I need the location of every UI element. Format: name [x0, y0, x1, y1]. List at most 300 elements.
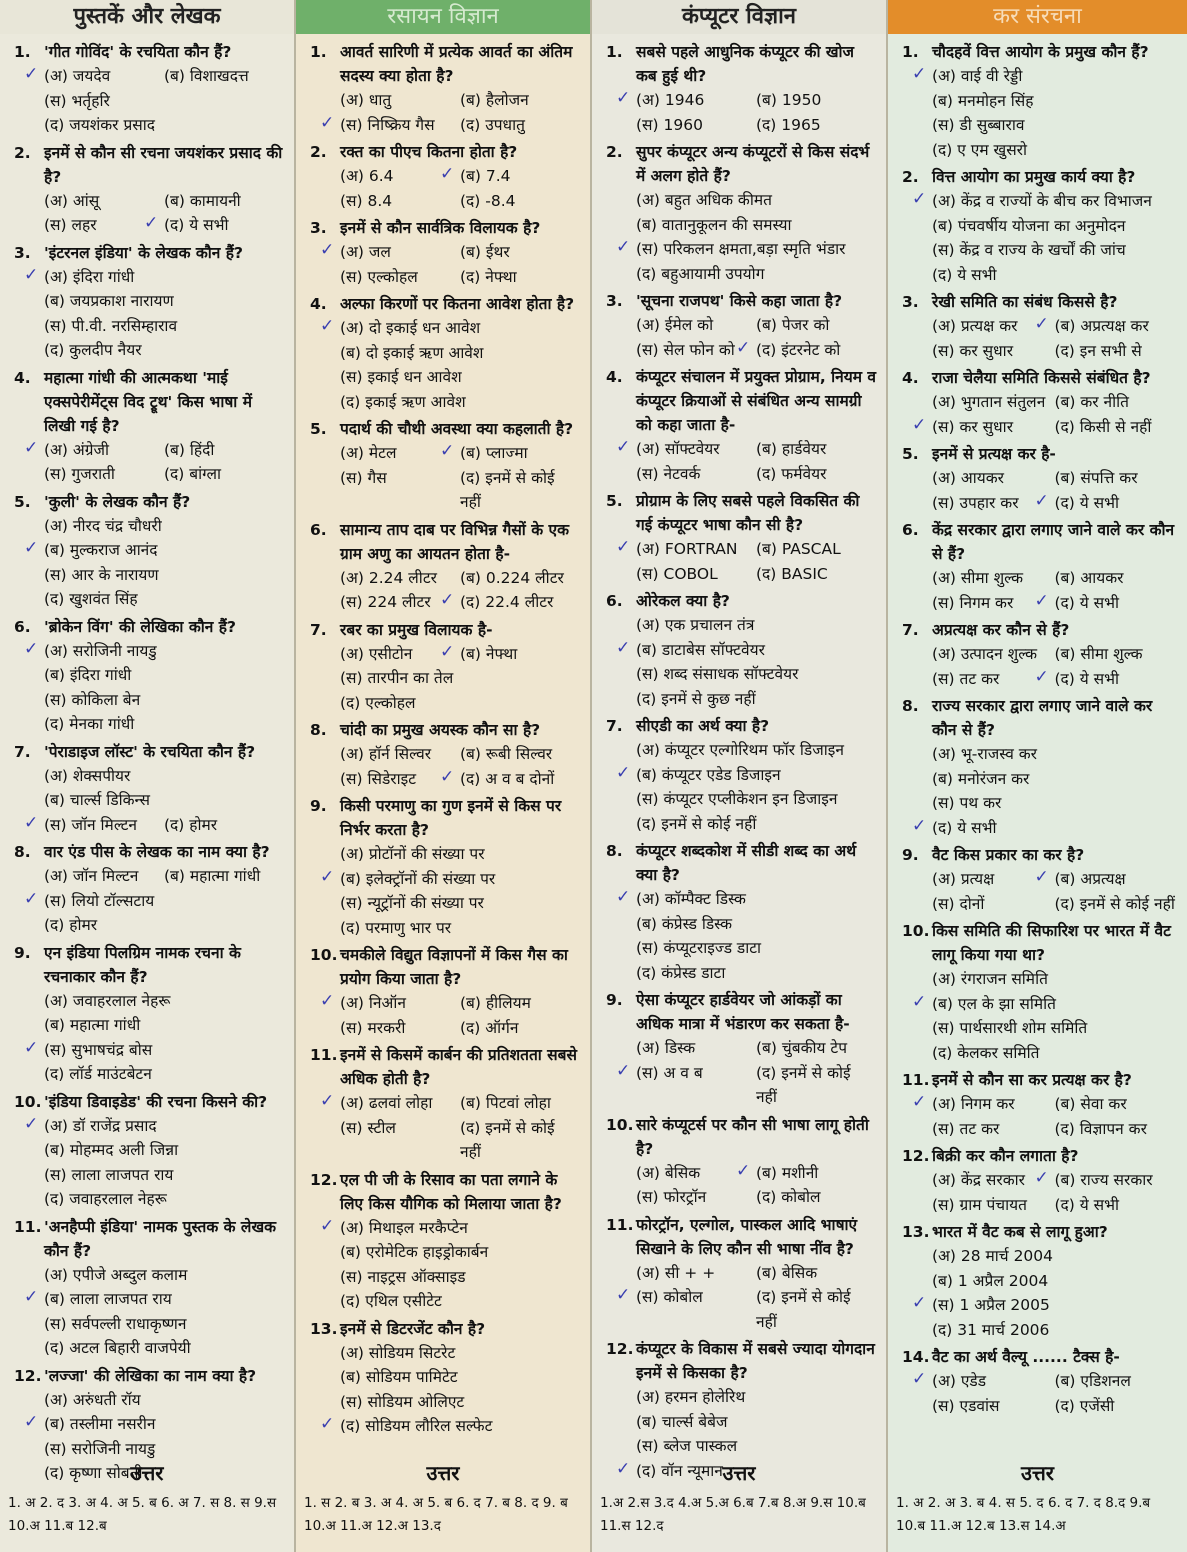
- answer-option: (द) एजेंसी: [1054, 1396, 1115, 1415]
- question: [310, 1317, 580, 1439]
- options-list: [310, 1091, 580, 1165]
- answer-option: ✓ (अ) जयदेव: [44, 64, 164, 89]
- answer-option: (द) ये सभी: [1054, 1195, 1120, 1214]
- question-text: 'अनहैप्पी इंडिया' नामक पुस्तक के लेखक कौन हैं?: [44, 1217, 277, 1260]
- answer-option: (स) कंप्यूटराइज्ड डाटा: [636, 939, 762, 957]
- answer-option: (ब) चार्ल्स डिकिन्स: [44, 791, 151, 809]
- question-number: 1.: [606, 43, 623, 61]
- options-list: [902, 967, 1177, 1065]
- answer-option: (ब) 1950: [756, 91, 822, 109]
- question: [902, 40, 1177, 162]
- answer-option: (ब) मनोरंजन कर: [932, 769, 1030, 788]
- answer-option: (द) इनमें से कोई नहीं: [460, 468, 555, 511]
- answer-key-heading: उत्तर: [426, 1461, 460, 1485]
- answer-option: (अ) 2.24 लीटर: [340, 568, 437, 587]
- question: [902, 843, 1177, 916]
- options-list: [14, 438, 284, 487]
- answer-option: ✓ (अ) निऑन: [340, 991, 460, 1016]
- answer-option: (अ) जवाहरलाल नेहरू: [44, 991, 171, 1010]
- answer-option: ✓ (ब) मुल्कराज आनंद: [44, 538, 284, 563]
- answer-option: (स) 224 लीटर: [340, 593, 431, 611]
- question-number: 5.: [606, 492, 623, 510]
- question: [902, 165, 1177, 287]
- question-number: 8.: [310, 721, 327, 739]
- question-number: 13.: [902, 1223, 930, 1241]
- options-list: [14, 989, 284, 1087]
- answer-option: (अ) हरमन होलेरिथ: [636, 1388, 746, 1406]
- options-list: [902, 1244, 1177, 1342]
- question-text: एल पी जी के रिसाव का पता लगाने के लिए किस यौगिक को मिलाया जाता है?: [340, 1170, 562, 1213]
- answer-option: (ब) सोडियम पामिटेट: [340, 1368, 458, 1386]
- answer-option: (स) लहर: [44, 216, 97, 234]
- answer-key-heading: उत्तर: [1021, 1461, 1054, 1485]
- question-number: 3.: [902, 293, 919, 311]
- answer-option: (अ) 28 मार्च 2004: [932, 1247, 1054, 1265]
- options-list: [14, 1114, 284, 1212]
- answer-option: (द) कुलदीप नैयर: [44, 341, 142, 359]
- answer-option: ✓ (स) अ व ब: [636, 1061, 756, 1110]
- question: [14, 141, 284, 238]
- question: [902, 1345, 1177, 1418]
- question-number: 6.: [902, 521, 919, 539]
- question-text-row: [606, 839, 876, 887]
- question-number: 9.: [310, 797, 327, 815]
- answer-option: (ब) हिंदी: [164, 440, 215, 459]
- question-text: 'पेराडाइज लॉस्ट' के रचयिता कौन हैं?: [44, 742, 256, 761]
- options-list: [310, 1341, 580, 1439]
- options-list: [902, 314, 1177, 363]
- answer-option: (स) ग्राम पंचायत: [932, 1195, 1027, 1214]
- question: [902, 442, 1177, 515]
- answer-option: (अ) एसीटोन: [340, 644, 413, 663]
- question-text: इनमें से प्रत्यक्ष कर है-: [932, 445, 1056, 463]
- question-text-row: [902, 165, 1177, 189]
- answer-option: (द) जयशंकर प्रसाद: [44, 116, 155, 134]
- options-list: [14, 639, 284, 737]
- answer-key-text: 1. अ 2. द 3. अ 4. अ 5. ब 6. अ 7. स 8. स 9.स 10.अ 11.ब 12.ब: [8, 1495, 277, 1534]
- options-list: [14, 189, 284, 238]
- answer-option: ✓ (अ) दो इकाई धन आवेश: [340, 316, 580, 341]
- answer-option: (अ) बहुत अधिक कीमत: [636, 191, 772, 209]
- answer-option: (अ) जॉन मिल्टन: [44, 867, 139, 885]
- answer-option: (अ) बेसिक: [636, 1163, 701, 1182]
- answer-option: (द) बांग्ला: [164, 465, 221, 483]
- answer-option: (ब) हार्डवेयर: [756, 440, 827, 458]
- answer-option: (ब) दो इकाई ऋण आवेश: [340, 343, 484, 362]
- answer-option: (द) कोबोल: [756, 1188, 821, 1206]
- question: [902, 366, 1177, 439]
- answer-option: ✓ (ब) अप्रत्यक्ष कर: [1055, 314, 1178, 339]
- options-list: [606, 738, 876, 836]
- question-text-row: [606, 40, 876, 88]
- answer-option: (द) उपधातु: [460, 115, 525, 134]
- answer-option: (ब) चुंबकीय टेप: [756, 1039, 848, 1057]
- question-text-row: [902, 442, 1177, 466]
- answer-option: (द) 31 मार्च 2006: [932, 1320, 1050, 1339]
- question-number: 6.: [14, 617, 31, 636]
- question-text: सुपर कंप्यूटर अन्य कंप्यूटरों से किस संदर्भ में अलग होते हैं?: [636, 143, 870, 185]
- answer-option: (द) जवाहरलाल नेहरू: [44, 1190, 167, 1208]
- answer-option: ✓ (अ) एडेड: [932, 1369, 1055, 1394]
- question-text-row: [902, 618, 1177, 642]
- options-list: [606, 313, 876, 362]
- answer-option: ✓ (अ) जल: [340, 240, 460, 265]
- answer-option: (अ) सीमा शुल्क: [932, 569, 1024, 587]
- answer-option: (ब) चार्ल्स बेबेज: [636, 1412, 728, 1431]
- question-number: 7.: [14, 742, 31, 761]
- answer-option: ✓ (द) ये सभी: [1055, 491, 1178, 516]
- question-text-row: [606, 365, 876, 437]
- question-text: राज्य सरकार द्वारा लगाए जाने वाले कर कौन से हैं?: [932, 697, 1153, 739]
- answer-option: (ब) इंदिरा गांधी: [44, 666, 132, 684]
- answer-option: (स) लाला लाजपत राय: [44, 1165, 174, 1184]
- question-number: 12.: [606, 1340, 634, 1358]
- answer-option: (द) ऑर्गन: [460, 1018, 519, 1037]
- answer-option: (स) नेटवर्क: [636, 464, 701, 483]
- answer-option: (द) परमाणु भार पर: [340, 918, 452, 937]
- answer-option: (स) तट कर: [932, 1119, 1000, 1138]
- question: [14, 241, 284, 363]
- question: [310, 40, 580, 137]
- question: [14, 840, 284, 938]
- answer-option: (द) BASIC: [756, 564, 828, 583]
- question: [902, 919, 1177, 1065]
- question-text: कंप्यूटर संचालन में प्रयुक्त प्रोग्राम, नियम व कंप्यूटर क्रियाओं से संबंधित अन्य सामग्री को कहा जाता है-: [636, 368, 876, 434]
- question-number: 2.: [902, 168, 919, 186]
- question-text: सारे कंप्यूटर्स पर कौन सी भाषा लागू होती है?: [636, 1115, 869, 1158]
- question: [606, 988, 876, 1110]
- options-list: [606, 887, 876, 985]
- column-title: कर संरचना: [888, 0, 1187, 34]
- question-number: 4.: [310, 295, 327, 313]
- answer-option: (स) गैस: [340, 468, 387, 487]
- question-text-row: [606, 1213, 876, 1261]
- question-number: 14.: [902, 1348, 930, 1366]
- question-text: रक्त का पीएच कितना होता है?: [340, 143, 518, 161]
- question-number: 8.: [902, 697, 919, 715]
- answer-option: (अ) भू-राजस्व कर: [932, 745, 1038, 763]
- options-list: [606, 537, 876, 586]
- options-list: [14, 764, 284, 838]
- answer-option: (ब) वातानुकूलन की समस्या: [636, 215, 792, 234]
- answer-option: (द) इनमें से कोई नहीं: [1054, 894, 1175, 913]
- question-text: वैट का अर्थ वैल्यू ...... टैक्स है-: [932, 1348, 1120, 1366]
- answer-option: (अ) कंप्यूटर एल्गोरिथम फॉर डिजाइन: [636, 741, 844, 759]
- question-text: ओरेकल क्या है?: [636, 592, 730, 610]
- question-text: 'सूचना राजपथ' किसे कहा जाता है?: [636, 292, 843, 310]
- options-list: [606, 1161, 876, 1210]
- question: [310, 417, 580, 515]
- answer-option: (स) सोडियम ओलिएट: [340, 1392, 465, 1411]
- question: [14, 1090, 284, 1212]
- answer-option: (अ) उत्पादन शुल्क: [932, 645, 1038, 663]
- question: [606, 489, 876, 586]
- answer-option: ✓ (ब) लाला लाजपत राय: [44, 1287, 284, 1312]
- question-number: 11.: [902, 1071, 930, 1089]
- question-number: 10.: [902, 922, 930, 940]
- column-title: पुस्तकें और लेखक: [0, 0, 294, 34]
- question-text-row: [310, 943, 580, 991]
- options-list: [310, 1216, 580, 1314]
- answer-option: (स) शब्द संसाधक सॉफ्टवेयर: [636, 665, 799, 683]
- question-text: सबसे पहले आधुनिक कंप्यूटर की खोज कब हुई थी?: [636, 43, 855, 85]
- answer-option: (ब) जयप्रकाश नारायण: [44, 292, 174, 310]
- answer-option: (अ) प्रोटॉनों की संख्या पर: [340, 845, 485, 863]
- answer-option: (स) फोरट्रॉन: [636, 1188, 707, 1206]
- answer-option: (ब) विशाखदत्त: [164, 67, 249, 85]
- question-text-row: [606, 140, 876, 188]
- question-text-row: [310, 718, 580, 742]
- answer-option: (अ) डिस्क: [636, 1039, 696, 1057]
- options-list: [606, 613, 876, 711]
- question-text-row: [14, 490, 284, 514]
- answer-option: (ब) 0.224 लीटर: [460, 568, 564, 587]
- question-text-row: [902, 366, 1177, 390]
- question-text-row: [606, 1113, 876, 1161]
- options-list: [902, 189, 1177, 287]
- options-list: [310, 742, 580, 791]
- answer-option: (द) नेफ्था: [460, 267, 517, 286]
- question-text-row: [310, 1317, 580, 1341]
- question-text: चमकीले विद्युत विज्ञापनों में किस गैस का प्रयोग किया जाता है?: [340, 946, 568, 988]
- answer-option: (द) इनमें से कोई नहीं: [460, 1118, 555, 1161]
- answer-option: (ब) सेवा कर: [1054, 1095, 1127, 1113]
- question-text-row: [606, 988, 876, 1036]
- answer-option: (स) COBOL: [636, 564, 718, 583]
- column-chemistry: [296, 0, 592, 1552]
- question-text: इनमें से कौन सार्वत्रिक विलायक है?: [340, 219, 541, 237]
- question-text: चांदी का प्रमुख अयस्क कौन सा है?: [340, 721, 541, 739]
- question: [606, 1113, 876, 1210]
- answer-option: (द) ए एम खुसरो: [932, 140, 1028, 159]
- answer-option: (स) पथ कर: [932, 794, 1002, 812]
- answer-option: ✓ (द) अ व ब दोनों: [460, 767, 580, 792]
- answer-option: (स) तट कर: [932, 669, 1000, 688]
- answer-option: (स) एडवांस: [932, 1396, 1000, 1415]
- answer-option: (स) निगम कर: [932, 593, 1014, 612]
- answer-option: (द) -8.4: [460, 191, 516, 210]
- answer-option: (अ) आयकर: [932, 469, 1004, 487]
- question: [310, 618, 580, 716]
- question-number: 2.: [606, 143, 623, 161]
- question-text-row: [310, 794, 580, 842]
- answer-option: (द) इन सभी से: [1054, 341, 1142, 360]
- question-number: 9.: [606, 991, 623, 1009]
- question-text: अप्रत्यक्ष कर कौन से हैं?: [932, 621, 1070, 639]
- question-number: 7.: [310, 620, 327, 639]
- question-number: 3.: [14, 243, 31, 262]
- question-number: 6.: [310, 520, 327, 539]
- question: [606, 1213, 876, 1335]
- answer-option: ✓ (द) इंटरनेट को: [756, 338, 876, 363]
- answer-option: (स) 1960: [636, 115, 703, 134]
- answer-option: (द) खुशवंत सिंह: [44, 590, 138, 608]
- question-text: राजा चेलैया समिति किससे संबंधित है?: [932, 369, 1151, 387]
- question-number: 1.: [310, 43, 327, 61]
- options-list: [14, 1263, 284, 1361]
- options-list: [310, 88, 580, 137]
- question-text-row: [14, 366, 284, 438]
- question: [310, 794, 580, 940]
- question-text: इनमें से किसमें कार्बन की प्रतिशतता सबसे अधिक होती है?: [340, 1046, 577, 1088]
- options-list: [310, 642, 580, 716]
- question-text: अल्फा किरणों पर कितना आवेश होता है?: [340, 295, 575, 313]
- question-text-row: [14, 615, 284, 639]
- options-list: [310, 316, 580, 414]
- answer-key: [896, 1459, 1179, 1538]
- question-text: वित्त आयोग का प्रमुख कार्य क्या है?: [932, 168, 1136, 186]
- question-number: 3.: [310, 219, 327, 237]
- question: [310, 292, 580, 414]
- question-text: प्रोग्राम के लिए सबसे पहले विकसित की गई कंप्यूटर भाषा कौन सी है?: [636, 492, 860, 534]
- question-text-row: [902, 40, 1177, 64]
- question-text: 'इंडिया डिवाइडेड' की रचना किसने की?: [44, 1092, 268, 1111]
- question-text: किसी परमाणु का गुण इनमें से किस पर निर्भर करता है?: [340, 797, 562, 839]
- answer-option: (अ) सोडियम सिटरेट: [340, 1343, 456, 1362]
- answer-option: (स) कंप्यूटर एप्लीकेशन इन डिजाइन: [636, 790, 838, 808]
- answer-option: (ब) हैलोजन: [460, 91, 529, 109]
- answer-option: (ब) आयकर: [1054, 569, 1124, 587]
- answer-option: (अ) ईमेल को: [636, 316, 714, 334]
- question-text-row: [606, 489, 876, 537]
- answer-option: (ब) हीलियम: [460, 994, 531, 1012]
- answer-key: [600, 1459, 878, 1538]
- answer-option: ✓ (ब) 7.4: [460, 164, 580, 189]
- answer-option: (ब) PASCAL: [756, 540, 841, 558]
- question: [310, 718, 580, 791]
- question-number: 1.: [902, 43, 919, 61]
- answer-option: (ब) एडिशनल: [1054, 1372, 1131, 1390]
- question-text-row: [14, 141, 284, 189]
- options-list: [310, 991, 580, 1040]
- question-text: रबर का प्रमुख विलायक है-: [340, 620, 493, 639]
- question-text-row: [902, 1068, 1177, 1092]
- question-text-row: [902, 919, 1177, 967]
- answer-option: (स) सरोजिनी नायडु: [44, 1439, 156, 1458]
- answer-option: (स) भर्तृहरि: [44, 91, 110, 110]
- answer-option: ✓ (द) 22.4 लीटर: [460, 590, 580, 615]
- answer-option: (ब) एरोमेटिक हाइड्रोकार्बन: [340, 1243, 489, 1261]
- answer-option: (द) फर्मवेयर: [756, 464, 827, 483]
- answer-option: (स) एल्कोहल: [340, 267, 418, 286]
- question: [14, 941, 284, 1087]
- question: [310, 216, 580, 289]
- options-list: [902, 742, 1177, 840]
- question-number: 2.: [310, 143, 327, 161]
- answer-option: (स) दोनों: [932, 894, 985, 913]
- answer-option: (ब) 1 अप्रैल 2004: [932, 1271, 1049, 1290]
- question-number: 5.: [902, 445, 919, 463]
- options-list: [902, 390, 1177, 439]
- answer-option: (द) एल्कोहल: [340, 693, 416, 712]
- answer-option: ✓ (द) वॉन न्यूमान: [636, 1459, 876, 1484]
- question-text-row: [606, 589, 876, 613]
- question-text: सीएडी का अर्थ क्या है?: [636, 717, 770, 735]
- answer-option: (स) आर के नारायण: [44, 565, 159, 584]
- answer-option: ✓ (अ) डॉ राजेंद्र प्रसाद: [44, 1114, 284, 1139]
- answer-option: (अ) आंसू: [44, 191, 100, 210]
- answer-option: (द) अटल बिहारी वाजपेयी: [44, 1339, 191, 1357]
- answer-key-text: 1.अ 2.स 3.द 4.अ 5.अ 6.ब 7.ब 8.अ 9.स 10.ब 11.स 12.द: [600, 1495, 866, 1534]
- answer-option: (ब) मोहम्मद अली जिन्ना: [44, 1141, 179, 1159]
- answer-option: (ब) मनमोहन सिंह: [932, 91, 1034, 110]
- options-list: [14, 64, 284, 138]
- answer-option: ✓ (अ) कॉम्पैक्ट डिस्क: [636, 887, 876, 912]
- answer-option: ✓ (ब) मशीनी: [756, 1161, 876, 1186]
- answer-option: (ब) पंचवर्षीय योजना का अनुमोदन: [932, 216, 1126, 235]
- answer-option: (ब) सीमा शुल्क: [1054, 645, 1143, 663]
- options-list: [902, 867, 1177, 916]
- answer-key-text: 1. अ 2. अ 3. ब 4. स 5. द 6. द 7. द 8.द 9.ब 10.ब 11.अ 12.ब 13.स 14.अ: [896, 1495, 1151, 1534]
- question-number: 11.: [606, 1215, 634, 1234]
- question-text: पदार्थ की चौथी अवस्था क्या कहलाती है?: [340, 420, 574, 438]
- answer-option: ✓ (द) ये सभी: [1055, 667, 1178, 692]
- question-text-row: [606, 289, 876, 313]
- answer-option: (द) इनमें से कोई नहीं: [756, 1288, 851, 1331]
- options-list: [606, 188, 876, 286]
- answer-option: (स) मरकरी: [340, 1018, 406, 1037]
- question: [606, 365, 876, 486]
- answer-option: (स) तारपीन का तेल: [340, 669, 454, 687]
- answer-option: (ब) बेसिक: [756, 1263, 818, 1282]
- question: [606, 289, 876, 362]
- question-text: वार एंड पीस के लेखक का नाम क्या है?: [44, 843, 270, 861]
- options-list: [902, 1168, 1177, 1217]
- column-books-authors: [0, 0, 296, 1552]
- answer-option: (ब) महात्मा गांधी: [164, 867, 261, 885]
- answer-option: ✓ (द) सोडियम लौरिल सल्फेट: [340, 1414, 580, 1439]
- question-text-row: [310, 417, 580, 441]
- answer-option: (ब) महात्मा गांधी: [44, 1016, 141, 1034]
- answer-option: (स) सेल फोन को: [636, 340, 735, 359]
- question: [606, 40, 876, 137]
- question-number: 11.: [310, 1046, 338, 1064]
- answer-option: ✓ (स) कोबोल: [636, 1285, 756, 1334]
- question-text: कंप्यूटर शब्दकोश में सीडी शब्द का अर्थ क्या है?: [636, 842, 857, 884]
- question-number: 2.: [14, 143, 31, 162]
- question-number: 10.: [14, 1092, 42, 1111]
- answer-option: (द) लॉर्ड माउंटबेटन: [44, 1065, 152, 1083]
- question-text: फोरट्रॉन, एल्गोल, पास्कल आदि भाषाएं सिखाने के लिए कौन सी भाषा नींव है?: [636, 1215, 858, 1258]
- options-list: [14, 514, 284, 612]
- answer-option: ✓ (अ) वाई वी रेड्डी: [932, 64, 1177, 89]
- options-list: [902, 1369, 1177, 1418]
- options-list: [902, 566, 1177, 615]
- answer-option: ✓ (ब) राज्य सरकार: [1055, 1168, 1178, 1193]
- answer-option: ✓ (स) कर सुधार: [932, 415, 1055, 440]
- question-text: कंप्यूटर के विकास में सबसे ज्यादा योगदान इनमें से किसका है?: [636, 1340, 875, 1382]
- answer-option: (द) होमर: [164, 815, 218, 834]
- question-text-row: [14, 40, 284, 64]
- answer-option: (स) पी.वी. नरसिम्हाराव: [44, 316, 178, 335]
- answer-option: (स) सर्वपल्ली राधाकृष्णन: [44, 1314, 187, 1333]
- answer-option: ✓ (अ) निगम कर: [932, 1092, 1055, 1117]
- answer-option: (ब) रूबी सिल्वर: [460, 745, 553, 763]
- answer-option: ✓ (अ) ढलवां लोहा: [340, 1091, 460, 1116]
- question-number: 11.: [14, 1217, 42, 1236]
- answer-option: ✓ (द) ये सभी: [1055, 591, 1178, 616]
- answer-option: (द) इनमें से कोई नहीं: [636, 814, 757, 833]
- answer-option: (स) न्यूट्रॉनों की संख्या पर: [340, 894, 484, 912]
- answer-option: (अ) भुगतान संतुलन: [932, 393, 1046, 411]
- question-text-row: [14, 241, 284, 265]
- question: [902, 694, 1177, 840]
- options-list: [14, 265, 284, 363]
- question-text: आवर्त सारिणी में प्रत्येक आवर्त का अंतिम सदस्य क्या होता है?: [340, 43, 573, 85]
- answer-option: (अ) शेक्सपीयर: [44, 766, 131, 785]
- options-list: [902, 642, 1177, 691]
- answer-key-heading: उत्तर: [722, 1461, 756, 1485]
